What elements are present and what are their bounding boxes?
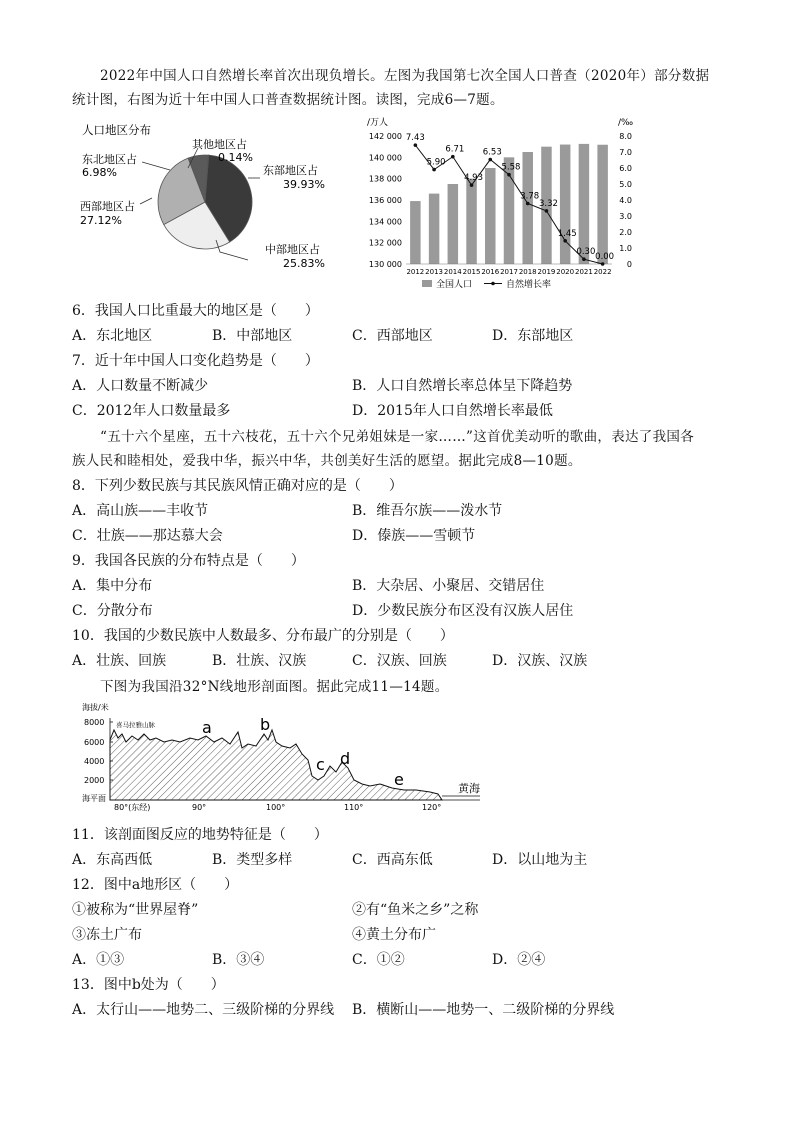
left-tick-label: 138 000: [368, 174, 402, 184]
right-tick-label: 1.0: [619, 244, 632, 253]
pie-title: 人口地区分布: [82, 123, 151, 137]
q8-option-d[interactable]: D．傣族——雪顿节: [352, 528, 476, 544]
q12-statement-4: ④黄土分布广: [352, 927, 436, 943]
pie-value-central: 25.83%: [283, 257, 325, 270]
label-e: e: [394, 770, 404, 789]
q7-option-d[interactable]: D．2015年人口自然增长率最低: [352, 403, 553, 419]
right-tick-label: 5.0: [619, 180, 632, 189]
profile-xtick-80: 80°(东经): [114, 803, 151, 812]
q7-stem: 7．近十年中国人口变化趋势是（ ）: [72, 353, 319, 369]
profile-xtick-120: 120°: [422, 803, 442, 812]
bar-2016: [485, 168, 495, 264]
label-d: d: [340, 749, 351, 768]
growth-rate-label: 7.43: [405, 133, 425, 144]
right-axis-ticks: [619, 132, 632, 269]
right-tick-label: 6.0: [619, 164, 632, 173]
pie-label-other: 其他地区占: [192, 138, 247, 151]
growth-rate-point: [601, 262, 605, 266]
q13-option-b[interactable]: B．横断山——地势一、二级阶梯的分界线: [352, 1002, 615, 1018]
x-tick-label: 2013: [425, 268, 444, 276]
growth-rate-point: [582, 257, 586, 261]
right-tick-label: 8.0: [619, 132, 632, 141]
q7-option-b[interactable]: B．人口自然增长率总体呈下降趋势: [352, 378, 573, 394]
q9-stem: 9．我国各民族的分布特点是（ ）: [72, 553, 305, 569]
legend-bar-swatch: [422, 280, 432, 287]
profile-xtick-100: 100°: [266, 803, 286, 812]
growth-rate-point: [488, 158, 492, 162]
q9-option-c[interactable]: C．分散分布: [72, 603, 153, 619]
q8-stem: 8．下列少数民族与其民族风情正确对应的是（ ）: [72, 478, 403, 494]
intro-8-10-line1: “五十六个星座，五十六枝花，五十六个兄弟姐妹是一家……”这首优美动听的歌曲，表达了我国各: [100, 429, 695, 445]
intro-6-7-line2: 统计图，右图为近十年中国人口普查数据统计图。读图，完成6—7题。: [72, 92, 504, 108]
q12-statement-1: ①被称为“世界屋脊”: [72, 902, 199, 918]
q12-option-a[interactable]: A．①③: [72, 952, 125, 968]
left-tick-label: 134 000: [368, 217, 402, 227]
left-tick-label: 136 000: [368, 196, 402, 205]
growth-rate-point: [414, 143, 418, 147]
growth-rate-label: 1.45: [557, 228, 577, 239]
bar-2020: [560, 145, 570, 264]
pie-slices: [158, 155, 252, 249]
growth-rate-label: 5.90: [426, 157, 446, 168]
q12-stem: 12．图中a地形区（ ）: [72, 877, 239, 893]
growth-rate-point: [545, 209, 549, 213]
q11-stem: 11．该剖面图反应的地势特征是（ ）: [72, 827, 328, 843]
q8-option-b[interactable]: B．维吾尔族——泼水节: [352, 503, 503, 519]
q6-stem: 6．我国人口比重最大的地区是（ ）: [72, 303, 319, 319]
legend-line-label: 自然增长率: [506, 280, 552, 290]
q10-option-d[interactable]: D．汉族、汉族: [492, 653, 588, 669]
profile-xtick-110: 110°: [344, 803, 364, 812]
left-axis-label: /万人: [367, 118, 389, 128]
x-tick-label: 2018: [518, 268, 537, 276]
pie-label-west: 西部地区占: [80, 200, 135, 213]
bar-2014: [448, 184, 458, 264]
intro-11-14: 下图为我国沿32°N线地形剖面图。据此完成11—14题。: [100, 679, 449, 695]
q6-option-d[interactable]: D．东部地区: [492, 328, 574, 344]
bar-2018: [522, 152, 532, 264]
profile-ytick-8000: 8000: [84, 718, 105, 727]
q9-option-b[interactable]: B．大杂居、小聚居、交错居住: [352, 578, 545, 594]
right-tick-label: 2.0: [619, 228, 632, 237]
x-tick-label: 2021: [574, 268, 593, 276]
q10-option-c[interactable]: C．汉族、回族: [352, 653, 447, 669]
bar-2013: [429, 194, 439, 264]
q13-option-a[interactable]: A．太行山——地势二、三级阶梯的分界线: [72, 1002, 335, 1018]
q10-option-b[interactable]: B．壮族、汉族: [212, 653, 307, 669]
q9-option-d[interactable]: D．少数民族分布区没有汉族人居住: [352, 603, 574, 619]
pie-label-central: 中部地区占: [265, 243, 320, 256]
q11-option-c[interactable]: C．西高东低: [352, 852, 433, 868]
legend-line-marker: [491, 282, 495, 286]
pie-label-east: 东部地区占: [263, 164, 318, 177]
growth-rate-label: 0.00: [595, 252, 615, 262]
left-axis-ticks: [369, 132, 402, 269]
label-a: a: [202, 718, 212, 737]
q9-option-a[interactable]: A．集中分布: [72, 578, 153, 594]
profile-ytick-6000: 6000: [84, 738, 105, 747]
left-tick-label: 130 000: [368, 260, 402, 269]
pie-value-other: 0.14%: [218, 151, 253, 164]
growth-rate-point: [470, 183, 474, 187]
population-chart: [350, 114, 650, 292]
growth-rate-label: 6.53: [482, 147, 502, 158]
profile-ylabel: 海拔/米: [82, 703, 109, 712]
growth-rate-label: 5.58: [501, 162, 521, 173]
label-c: c: [316, 755, 325, 774]
pie-chart: [70, 118, 340, 278]
yellow-sea-label: 黄海: [458, 782, 480, 795]
legend-bar-label: 全国人口: [436, 280, 473, 290]
q7-option-c[interactable]: C．2012年人口数量最多: [72, 403, 231, 419]
x-tick-label: 2012: [406, 268, 425, 276]
q8-option-c[interactable]: C．壮族——那达慕大会: [72, 528, 223, 544]
x-tick-label: 2015: [462, 268, 481, 276]
growth-rate-point: [451, 155, 455, 159]
profile-ytick-4000: 4000: [84, 757, 105, 766]
growth-rate-label: 3.78: [520, 191, 540, 202]
pie-label-northeast: 东北地区占: [82, 153, 137, 166]
pie-value-east: 39.93%: [283, 178, 325, 191]
right-axis-label: /‰: [618, 118, 634, 128]
q11-option-a[interactable]: A．东高西低: [72, 852, 153, 868]
growth-rate-point: [507, 173, 511, 177]
x-axis-ticks: [406, 268, 611, 276]
right-tick-label: 3.0: [619, 212, 632, 221]
bar-2022: [597, 145, 607, 264]
growth-rate-point: [526, 202, 530, 206]
q12-option-b[interactable]: B．③④: [212, 952, 265, 968]
q6-option-c[interactable]: C．西部地区: [352, 328, 433, 344]
growth-rate-point: [563, 239, 567, 243]
q7-option-a[interactable]: A．人口数量不断减少: [72, 378, 209, 394]
intro-6-7-line1: 2022年中国人口自然增长率首次出现负增长。左图为我国第七次全国人口普查（2020年）部分数据: [100, 68, 710, 84]
left-tick-label: 140 000: [368, 153, 402, 163]
growth-rate-label: 4.93: [464, 173, 484, 184]
right-tick-label: 7.0: [619, 148, 632, 157]
profile-ytick-2000: 2000: [84, 776, 105, 785]
q6-option-a[interactable]: A．东北地区: [72, 328, 153, 344]
q12-option-c[interactable]: C．①②: [352, 952, 405, 968]
q12-statement-3: ③冻土广布: [72, 927, 142, 943]
q12-statement-2: ②有“鱼米之乡”之称: [352, 902, 479, 918]
growth-rate-point: [432, 168, 436, 172]
terrain-relief: [110, 730, 442, 800]
right-tick-label: 0: [626, 260, 632, 269]
pie-value-west: 27.12%: [80, 214, 122, 227]
himalaya-label: 喜马拉雅山脉: [116, 721, 155, 729]
right-tick-label: 4.0: [619, 196, 632, 205]
q11-option-b[interactable]: B．类型多样: [212, 852, 293, 868]
bar-2021: [579, 144, 589, 264]
profile-xtick-90: 90°: [192, 803, 207, 812]
left-tick-label: 142 000: [368, 132, 402, 141]
growth-rate-label: 6.71: [445, 144, 465, 155]
q13-stem: 13．图中b处为（ ）: [72, 977, 225, 993]
q10-option-a[interactable]: A．壮族、回族: [72, 653, 167, 669]
x-tick-label: 2019: [537, 268, 556, 276]
q8-option-a[interactable]: A．高山族——丰收节: [72, 503, 209, 519]
pie-value-northeast: 6.98%: [82, 166, 117, 179]
q10-stem: 10．我国的少数民族中人数最多、分布最广的分别是（ ）: [72, 628, 454, 644]
bar-2015: [466, 179, 476, 264]
growth-rate-label: 0.30: [576, 247, 596, 258]
left-tick-label: 132 000: [368, 238, 402, 248]
label-b: b: [260, 715, 271, 734]
bar-2012: [410, 201, 420, 264]
intro-8-10-line2: 族人民和睦相处，爱我中华，振兴中华，共创美好生活的愿望。据此完成8—10题。: [72, 453, 582, 469]
x-tick-label: 2022: [593, 268, 612, 276]
q6-option-b[interactable]: B．中部地区: [212, 328, 293, 344]
terrain-profile: [80, 700, 500, 818]
x-tick-label: 2017: [500, 268, 518, 276]
q11-option-d[interactable]: D．以山地为主: [492, 852, 588, 868]
q12-option-d[interactable]: D．②④: [492, 952, 546, 968]
x-tick-label: 2014: [443, 268, 462, 276]
x-tick-label: 2016: [481, 268, 500, 276]
x-tick-label: 2020: [556, 268, 575, 276]
growth-rate-label: 3.32: [538, 198, 558, 209]
profile-ytick-sealevel: 海平面: [82, 794, 106, 803]
